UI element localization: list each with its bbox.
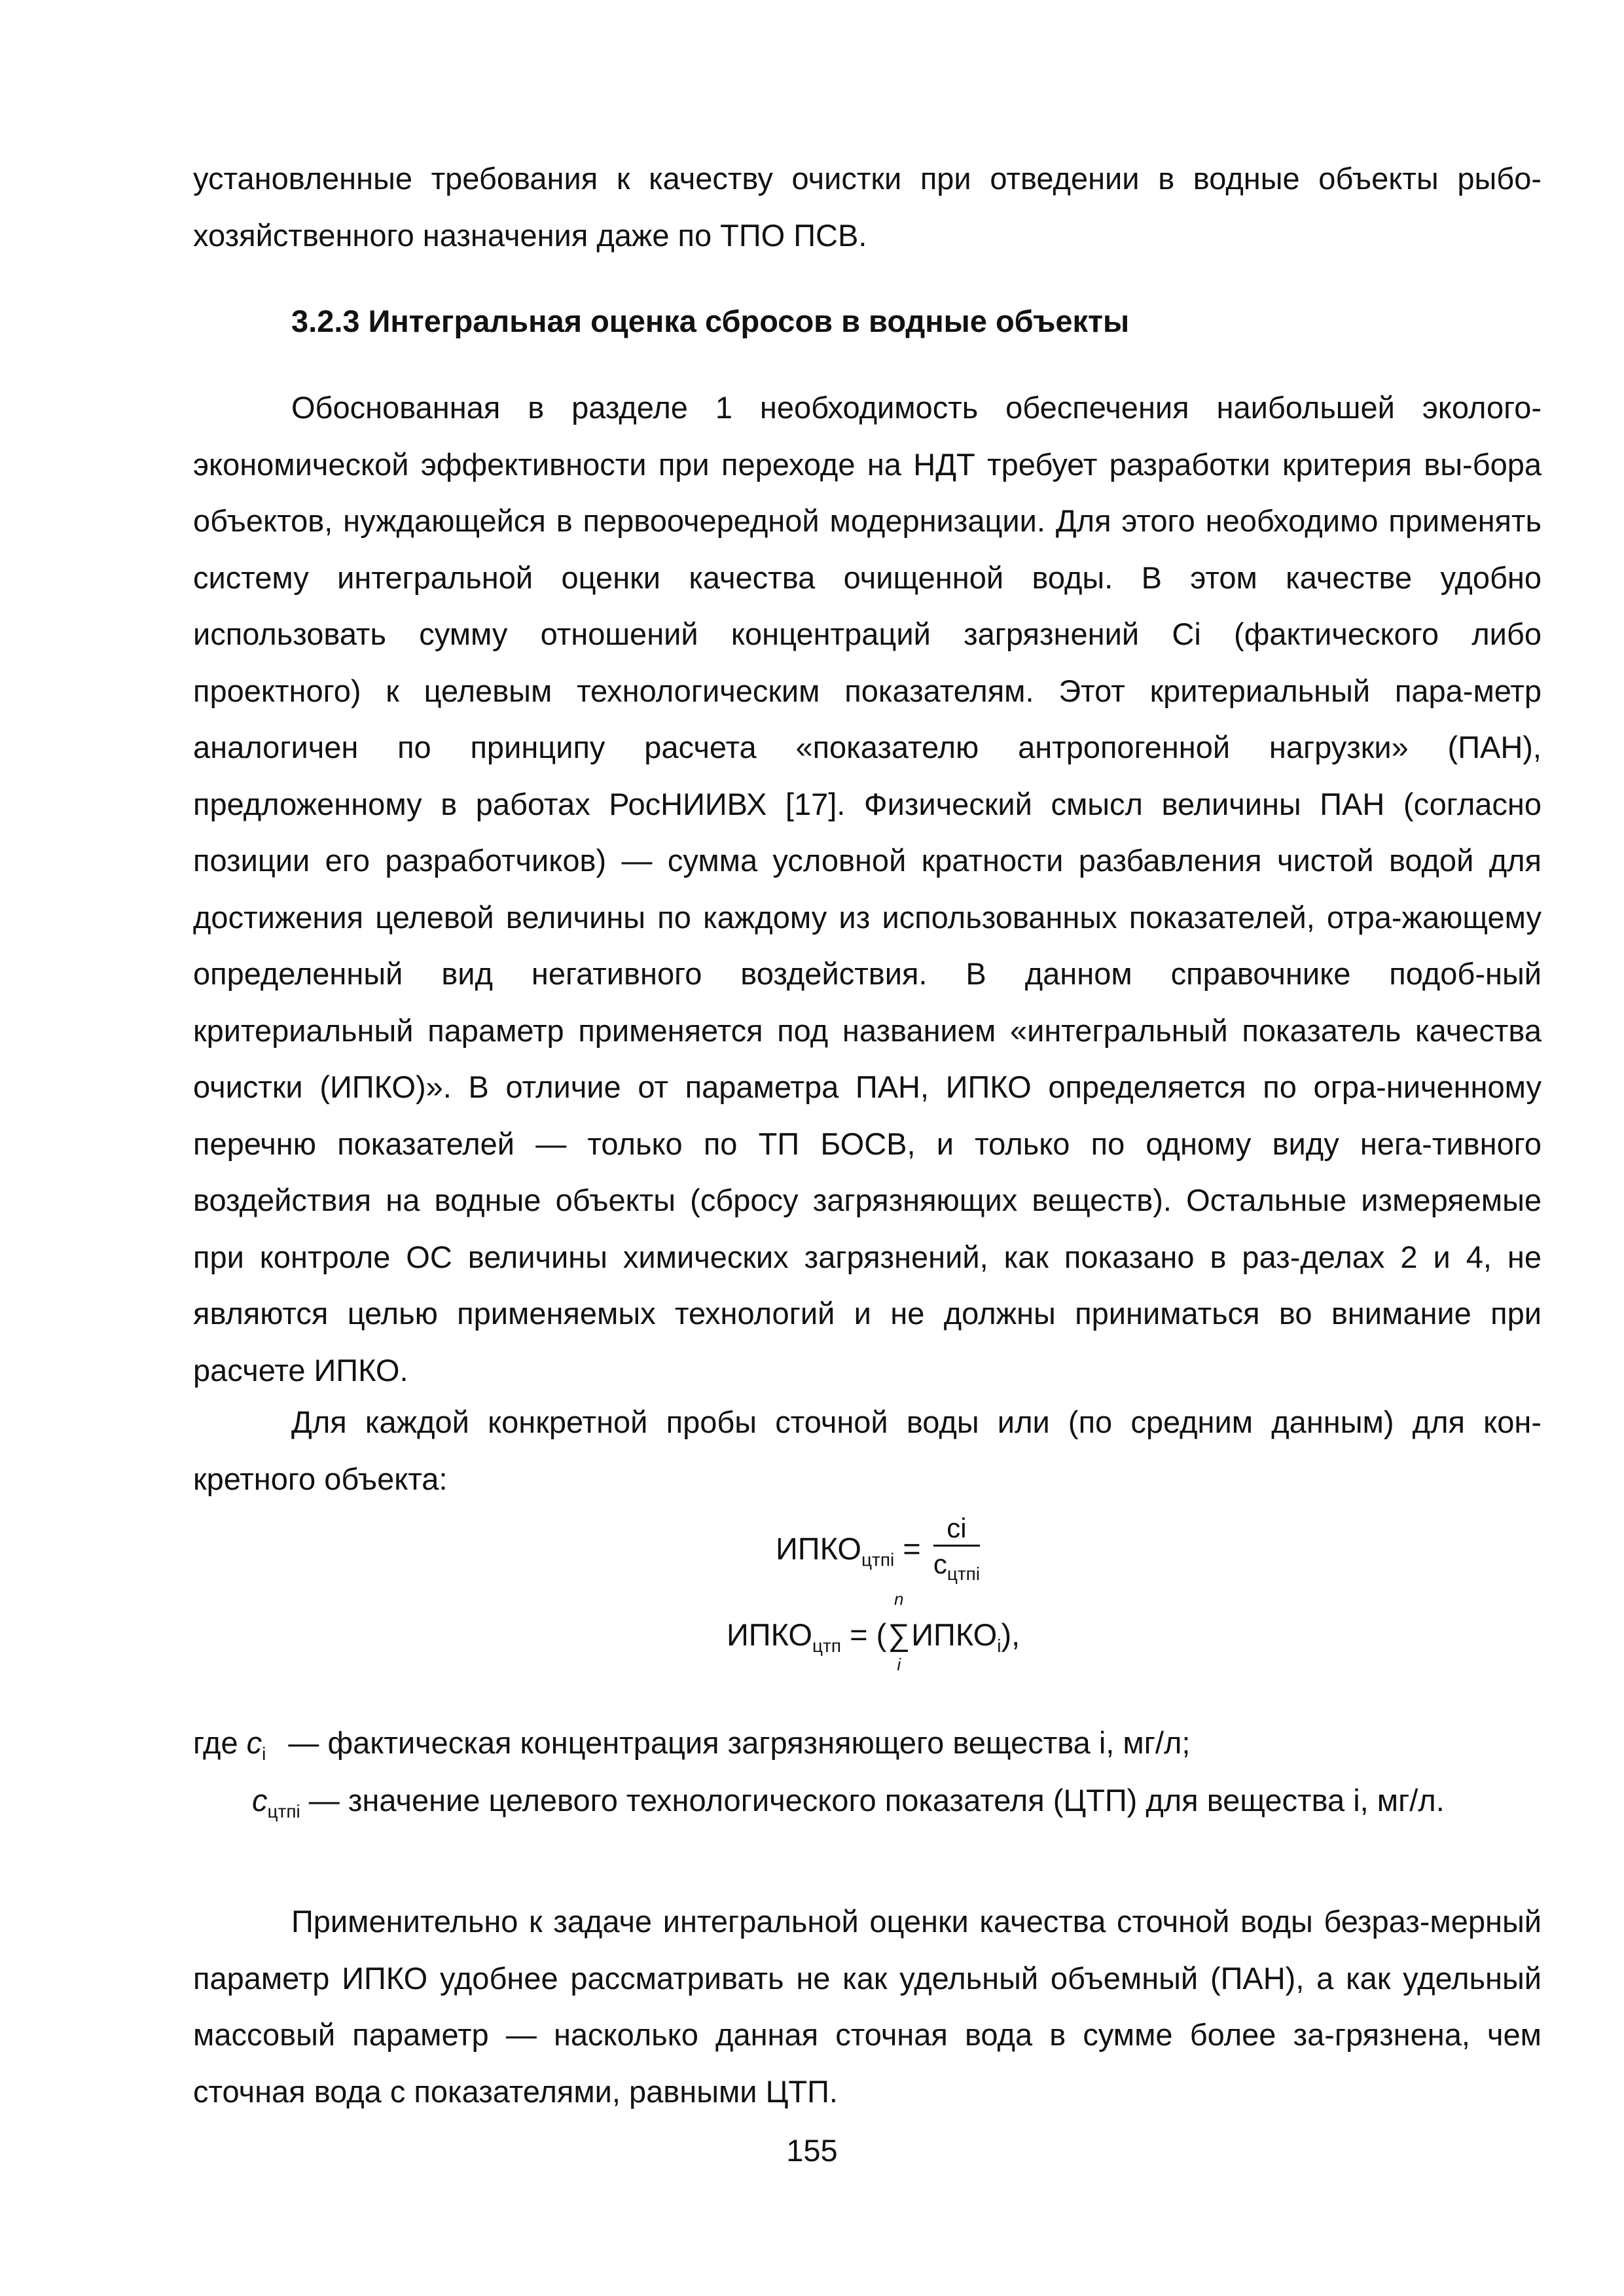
formula-fraction [933,1513,980,1589]
paragraph-formula-intro: Для каждой конкретной пробы сточной воды или (по средним данным) для кон-кретного объекта: [193,1405,1542,1496]
legend-line-cctpi: $c_{цтпi}$ — значение целевого технологического показателя (ЦТП) для вещества i, мг/л. [252,1783,1445,1821]
sum-lower-limit: i [897,1655,901,1674]
formula2-body: ИПКО [911,1617,998,1652]
formula-lhs: ИПКО [776,1531,861,1566]
formula2-body-subscript: i [997,1636,1001,1656]
page-number: 155 [786,2133,838,2168]
sum-upper-limit: n [894,1589,904,1609]
formula2-close: ), [1001,1617,1020,1652]
legend-line-ci: где $c_i$ — фактическая концентрация загрязняющего вещества i, мг/л; [193,1725,1191,1764]
paragraph-main: Обоснованная в разделе 1 необходимость обеспечения наибольшей эколого-экономической эффективности при переходе на НДТ требует разработки критерия вы-бора объектов, нуждающейся в первоочередной модернизации. Для этого необходимо применять систему интегральной оценки качества очищенной воды. В этом качестве удобно использовать сумму отношений концентраций загрязнений Ci (фактического либо проектного) к целевым технологическим показателям. Этот критериальный пара-метр аналогичен по принципу расчета «показателю антропогенной нагрузки» (ПАН), предложенному в работах РосНИИВХ [17]. Физический смысл величины ПАН (согласно позиции его разработчиков) — сумма условной кратности разбавления чистой водой для достижения целевой величины по каждому из использованных показателей, отра-жающему определенный вид негативного воздействия. В данном справочнике подоб-ный критериальный параметр применяется под названием «интегральный показатель качества очистки (ИПКО)». В отличие от параметра ПАН, ИПКО определяется по огра-ниченному перечню показателей — только по ТП БОСВ, и только по одному виду нега-тивного воздействия на водные объекты (сбросу загрязняющих веществ). Остальные измеряемые при контроле ОС величины химических загрязнений, как показано в раз-делах 2 и 4, не являются целью применяемых технологий и не должны приниматься во внимание при расчете ИПКО. [193,390,1542,1388]
formula-ipko-ctpi [776,1513,980,1589]
sum-symbol: n ∑ i [886,1617,911,1653]
paragraph-continuation: установленные требования к качеству очистки при отведении в водные объекты рыбо-хозяйственного назначения даже по ТПО ПСВ. [193,161,1542,253]
formula2-lhs-subscript: цтп [812,1636,842,1656]
formula-lhs-subscript: цтпi [861,1549,895,1570]
paragraph-conclusion: Применительно к задаче интегральной оценки качества сточной воды безраз-мерный параметр ИПКО удобнее рассматривать не как удельный объемный (ПАН), а как удельный массовый параметр — насколько данная сточная вода в сумме более за-грязнена, чем сточная вода с показателями, равными ЦТП. [193,1904,1542,2109]
formula-numerator: ci [933,1513,980,1547]
formula-denominator: $с_{цтпi}$ [933,1549,981,1584]
formula-ipko-ctp [727,1589,1020,1674]
formula2-equals: = ( [850,1617,887,1652]
section-heading: 3.2.3 Интегральная оценка сбросов в водные объекты [291,304,1130,338]
formula-equals: = [903,1531,921,1566]
formula2-lhs: ИПКО [727,1617,812,1652]
